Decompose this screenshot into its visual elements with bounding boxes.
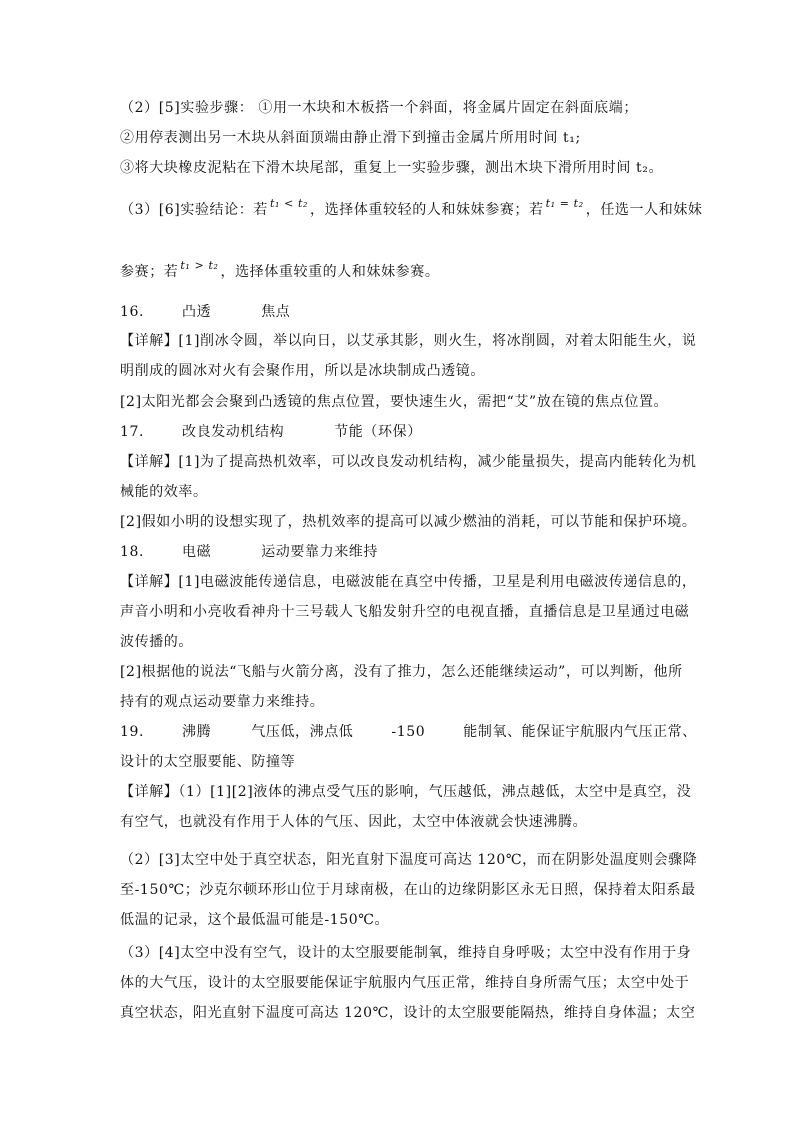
q18-detail-4: [2]根据他的说法“飞船与火箭分离，没有了推力，怎么还能继续运动”，可以判断，他所	[120, 664, 683, 680]
q18-answer-2: 运动要靠力来维持	[261, 544, 379, 560]
q17-answer-2: 节能（环保）	[334, 424, 422, 440]
q19-detail-8: 真空状态，阳光直射下温度可高达 120℃，设计的太空服要能隔热，维持自身体温；太空	[120, 1005, 696, 1021]
q19-answer	[120, 722, 697, 742]
q16-answer-2: 焦点	[261, 304, 291, 320]
q18-answer-1: 电磁	[182, 544, 212, 560]
q16-answer-1: 凸透	[182, 304, 212, 320]
q19-number: 19.	[120, 724, 145, 740]
q18-detail-2: 声音小明和小亮收看神舟十三号载人飞船发射升空的电视直播，直播信息是卫星通过电磁	[120, 604, 690, 620]
line-2: ②用停表测出另一木块从斜面顶端由静止滑下到撞击金属片所用时间 t₁;	[120, 130, 581, 146]
q17-number: 17.	[120, 424, 145, 440]
conclusion2-text-b: ，选择体重较重的人和妹妹参赛。	[220, 264, 440, 280]
q19-answer-2: 气压低，沸点低	[251, 724, 354, 740]
q18-number: 18.	[120, 544, 145, 560]
conclusion2-text-a: 参赛；若	[120, 264, 179, 280]
q16-detail-3: [2]太阳光都会会聚到凸透镜的焦点位置，要快速生火，需把“艾”放在镜的焦点位置。	[120, 394, 669, 410]
q19-detail-6: （3）[4]太空中没有空气，设计的太空服要能制氧，维持自身呼吸；太空中没有作用于身	[120, 945, 692, 961]
q16-number: 16.	[120, 304, 145, 320]
conclusion-text-b: ，选择体重较轻的人和妹妹参赛；若	[310, 202, 544, 218]
q19-detail-7: 体的大气压，设计的太空服要能保证宇航服内气压正常，维持自身所需气压；太空中处于	[120, 975, 690, 991]
q18-detail-5: 持有的观点运动要靠力来维持。	[120, 694, 325, 710]
conclusion-text-c: ，任选一人和妹妹	[585, 202, 703, 218]
line-3: ③将大块橡皮泥粘在下滑木块尾部，重复上一实验步骤，测出木块下滑所用时间 t₂。	[120, 160, 664, 176]
q19-detail-5: 低温的记录，这个最低温可能是-150℃。	[120, 912, 390, 928]
q17-answer	[120, 422, 422, 442]
conclusion-line-1	[120, 197, 703, 221]
q19-detail-3: （2）[3]太空中处于真空状态，阳光直射下温度可高达 120℃，而在阴影处温度则会骤降	[120, 852, 698, 868]
q19-answer-cont: 设计的太空服要能、防撞等	[120, 754, 296, 770]
q19-detail-1: 【详解】（1）[1][2]液体的沸点受气压的影响，气压越低，沸点越低，太空中是真空，没	[120, 784, 692, 800]
conclusion-line-2	[120, 259, 440, 283]
conclusion-text-a: （3）[6]实验结论：若	[120, 202, 268, 218]
q18-detail-3: 波传播的。	[120, 634, 193, 650]
q19-detail-2: 有空气，也就没有作用于人体的气压、因此，太空中体液就会快速沸腾。	[120, 814, 588, 830]
q17-detail-3: [2]假如小明的设想实现了，热机效率的提高可以减少燃油的消耗，可以节能和保护环境。	[120, 514, 697, 530]
q17-answer-1: 改良发动机结构	[182, 424, 285, 440]
q18-answer	[120, 542, 378, 562]
q17-detail-2: 械能的效率。	[120, 484, 208, 500]
q16-detail-2: 明削成的圆冰对火有会聚作用，所以是冰块制成凸透镜。	[120, 363, 485, 379]
q19-answer-3: -150	[391, 724, 426, 740]
q16-detail-1: 【详解】[1]削冰令圆，举以向日，以艾承其影，则火生，将冰削圆，对着太阳能生火，说	[120, 333, 697, 349]
q19-answer-4: 能制氧、能保证宇航服内气压正常、	[463, 724, 697, 740]
math-t1-eq-t2: t₁ = t₂	[545, 197, 584, 210]
q19-detail-4: 至-150℃；沙克尔顿环形山位于月球南极，在山的边缘阴影区永无日照，保持着太阳系最	[120, 882, 696, 898]
q19-answer-1: 沸腾	[182, 724, 212, 740]
math-t1-lt-t2: t₁ < t₂	[269, 197, 309, 210]
q18-detail-1: 【详解】[1]电磁波能传递信息，电磁波能在真空中传播，卫星是利用电磁波传递信息的，	[120, 574, 697, 590]
q17-detail-1: 【详解】[1]为了提高热机效率，可以改良发动机结构，减少能量损失，提高内能转化为机	[120, 454, 697, 470]
math-t1-gt-t2: t₁ > t₂	[180, 259, 219, 272]
line-1: （2）[5]实验步骤： ①用一木块和木板搭一个斜面，将金属片固定在斜面底端；	[120, 100, 638, 116]
q16-answer	[120, 302, 290, 322]
